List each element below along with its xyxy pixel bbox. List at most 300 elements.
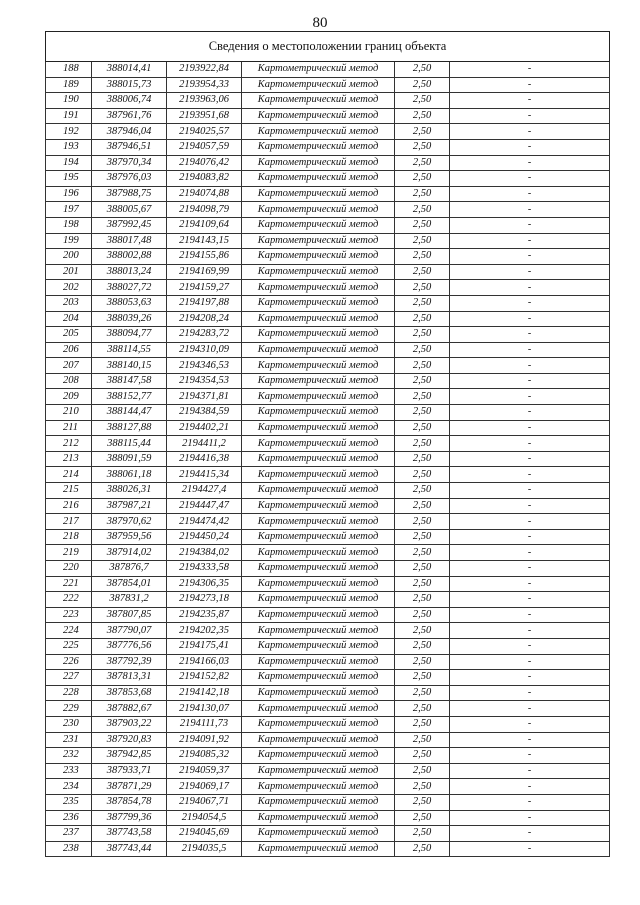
accuracy-cell: 2,50	[395, 763, 450, 779]
table-row	[46, 529, 610, 545]
point-number-cell: 209	[46, 389, 92, 405]
table-row	[46, 202, 610, 218]
accuracy-cell: 2,50	[395, 124, 450, 140]
x-coordinate-cell: 387946,04	[92, 124, 167, 140]
y-coordinate-cell: 2194354,53	[167, 373, 242, 389]
y-coordinate-cell: 2194166,03	[167, 654, 242, 670]
point-number-cell: 204	[46, 311, 92, 327]
table-body	[46, 62, 610, 857]
accuracy-cell: 2,50	[395, 810, 450, 826]
x-coordinate-cell: 387743,44	[92, 841, 167, 857]
note-cell: -	[450, 514, 610, 530]
x-coordinate-cell: 388140,15	[92, 358, 167, 374]
point-number-cell: 229	[46, 701, 92, 717]
y-coordinate-cell: 2194450,24	[167, 529, 242, 545]
x-coordinate-cell: 387976,03	[92, 171, 167, 187]
method-cell: Картометрический метод	[242, 249, 395, 265]
note-cell: -	[450, 623, 610, 639]
y-coordinate-cell: 2193963,06	[167, 93, 242, 109]
table-row	[46, 295, 610, 311]
y-coordinate-cell: 2194447,47	[167, 498, 242, 514]
x-coordinate-cell: 388039,26	[92, 311, 167, 327]
method-cell: Картометрический метод	[242, 810, 395, 826]
table-row	[46, 576, 610, 592]
table-row	[46, 420, 610, 436]
table-row	[46, 514, 610, 530]
x-coordinate-cell: 387854,01	[92, 576, 167, 592]
x-coordinate-cell: 387992,45	[92, 217, 167, 233]
table-row	[46, 93, 610, 109]
table-row	[46, 670, 610, 686]
accuracy-cell: 2,50	[395, 748, 450, 764]
note-cell: -	[450, 155, 610, 171]
method-cell: Картометрический метод	[242, 483, 395, 499]
accuracy-cell: 2,50	[395, 108, 450, 124]
table-row	[46, 467, 610, 483]
note-cell: -	[450, 249, 610, 265]
note-cell: -	[450, 779, 610, 795]
table-row	[46, 124, 610, 140]
x-coordinate-cell: 387970,34	[92, 155, 167, 171]
method-cell: Картометрический метод	[242, 826, 395, 842]
note-cell: -	[450, 311, 610, 327]
x-coordinate-cell: 388115,44	[92, 436, 167, 452]
table-row	[46, 498, 610, 514]
x-coordinate-cell: 387914,02	[92, 545, 167, 561]
x-coordinate-cell: 387903,22	[92, 716, 167, 732]
method-cell: Картометрический метод	[242, 405, 395, 421]
table-row	[46, 623, 610, 639]
accuracy-cell: 2,50	[395, 716, 450, 732]
point-number-cell: 220	[46, 561, 92, 577]
x-coordinate-cell: 388053,63	[92, 295, 167, 311]
accuracy-cell: 2,50	[395, 670, 450, 686]
method-cell: Картометрический метод	[242, 217, 395, 233]
accuracy-cell: 2,50	[395, 638, 450, 654]
point-number-cell: 205	[46, 327, 92, 343]
x-coordinate-cell: 387743,58	[92, 826, 167, 842]
point-number-cell: 234	[46, 779, 92, 795]
accuracy-cell: 2,50	[395, 373, 450, 389]
x-coordinate-cell: 388026,31	[92, 483, 167, 499]
note-cell: -	[450, 592, 610, 608]
method-cell: Картометрический метод	[242, 155, 395, 171]
note-cell: -	[450, 202, 610, 218]
table-row	[46, 654, 610, 670]
point-number-cell: 223	[46, 607, 92, 623]
method-cell: Картометрический метод	[242, 841, 395, 857]
note-cell: -	[450, 233, 610, 249]
method-cell: Картометрический метод	[242, 171, 395, 187]
table-row	[46, 794, 610, 810]
point-number-cell: 192	[46, 124, 92, 140]
method-cell: Картометрический метод	[242, 529, 395, 545]
x-coordinate-cell: 387854,78	[92, 794, 167, 810]
x-coordinate-cell: 388017,48	[92, 233, 167, 249]
method-cell: Картометрический метод	[242, 654, 395, 670]
note-cell: -	[450, 576, 610, 592]
y-coordinate-cell: 2194155,86	[167, 249, 242, 265]
x-coordinate-cell: 387961,76	[92, 108, 167, 124]
accuracy-cell: 2,50	[395, 483, 450, 499]
boundary-table-container	[45, 31, 609, 857]
table-row	[46, 607, 610, 623]
method-cell: Картометрический метод	[242, 77, 395, 93]
x-coordinate-cell: 387799,36	[92, 810, 167, 826]
method-cell: Картометрический метод	[242, 779, 395, 795]
note-cell: -	[450, 77, 610, 93]
accuracy-cell: 2,50	[395, 77, 450, 93]
x-coordinate-cell: 387933,71	[92, 763, 167, 779]
note-cell: -	[450, 483, 610, 499]
method-cell: Картометрический метод	[242, 638, 395, 654]
note-cell: -	[450, 529, 610, 545]
point-number-cell: 232	[46, 748, 92, 764]
note-cell: -	[450, 561, 610, 577]
accuracy-cell: 2,50	[395, 498, 450, 514]
method-cell: Картометрический метод	[242, 732, 395, 748]
table-row	[46, 732, 610, 748]
y-coordinate-cell: 2194069,17	[167, 779, 242, 795]
point-number-cell: 219	[46, 545, 92, 561]
table-row	[46, 327, 610, 343]
y-coordinate-cell: 2193922,84	[167, 62, 242, 78]
x-coordinate-cell: 388091,59	[92, 451, 167, 467]
note-cell: -	[450, 670, 610, 686]
boundary-coordinates-table	[45, 31, 610, 857]
accuracy-cell: 2,50	[395, 233, 450, 249]
method-cell: Картометрический метод	[242, 592, 395, 608]
table-row	[46, 779, 610, 795]
table-title: Сведения о местоположении границ объекта	[46, 32, 610, 62]
point-number-cell: 225	[46, 638, 92, 654]
point-number-cell: 197	[46, 202, 92, 218]
accuracy-cell: 2,50	[395, 545, 450, 561]
accuracy-cell: 2,50	[395, 467, 450, 483]
point-number-cell: 212	[46, 436, 92, 452]
y-coordinate-cell: 2194235,87	[167, 607, 242, 623]
accuracy-cell: 2,50	[395, 202, 450, 218]
point-number-cell: 206	[46, 342, 92, 358]
accuracy-cell: 2,50	[395, 311, 450, 327]
method-cell: Картометрический метод	[242, 280, 395, 296]
table-row	[46, 405, 610, 421]
method-cell: Картометрический метод	[242, 514, 395, 530]
method-cell: Картометрический метод	[242, 420, 395, 436]
table-row	[46, 342, 610, 358]
accuracy-cell: 2,50	[395, 561, 450, 577]
accuracy-cell: 2,50	[395, 826, 450, 842]
point-number-cell: 207	[46, 358, 92, 374]
note-cell: -	[450, 342, 610, 358]
table-row	[46, 483, 610, 499]
table-row	[46, 62, 610, 78]
point-number-cell: 200	[46, 249, 92, 265]
method-cell: Картометрический метод	[242, 701, 395, 717]
point-number-cell: 215	[46, 483, 92, 499]
note-cell: -	[450, 389, 610, 405]
y-coordinate-cell: 2194415,34	[167, 467, 242, 483]
y-coordinate-cell: 2194111,73	[167, 716, 242, 732]
note-cell: -	[450, 295, 610, 311]
note-cell: -	[450, 139, 610, 155]
accuracy-cell: 2,50	[395, 514, 450, 530]
y-coordinate-cell: 2194202,35	[167, 623, 242, 639]
method-cell: Картометрический метод	[242, 436, 395, 452]
method-cell: Картометрический метод	[242, 685, 395, 701]
note-cell: -	[450, 716, 610, 732]
note-cell: -	[450, 327, 610, 343]
x-coordinate-cell: 388152,77	[92, 389, 167, 405]
point-number-cell: 203	[46, 295, 92, 311]
y-coordinate-cell: 2194143,15	[167, 233, 242, 249]
note-cell: -	[450, 62, 610, 78]
y-coordinate-cell: 2194085,32	[167, 748, 242, 764]
accuracy-cell: 2,50	[395, 295, 450, 311]
table-row	[46, 139, 610, 155]
method-cell: Картометрический метод	[242, 794, 395, 810]
point-number-cell: 188	[46, 62, 92, 78]
note-cell: -	[450, 451, 610, 467]
table-row	[46, 748, 610, 764]
accuracy-cell: 2,50	[395, 171, 450, 187]
table-row	[46, 155, 610, 171]
point-number-cell: 198	[46, 217, 92, 233]
accuracy-cell: 2,50	[395, 358, 450, 374]
accuracy-cell: 2,50	[395, 139, 450, 155]
note-cell: -	[450, 171, 610, 187]
method-cell: Картометрический метод	[242, 202, 395, 218]
method-cell: Картометрический метод	[242, 124, 395, 140]
point-number-cell: 230	[46, 716, 92, 732]
table-row	[46, 810, 610, 826]
x-coordinate-cell: 388013,24	[92, 264, 167, 280]
note-cell: -	[450, 654, 610, 670]
method-cell: Картометрический метод	[242, 373, 395, 389]
method-cell: Картометрический метод	[242, 561, 395, 577]
point-number-cell: 236	[46, 810, 92, 826]
y-coordinate-cell: 2194283,72	[167, 327, 242, 343]
x-coordinate-cell: 387853,68	[92, 685, 167, 701]
accuracy-cell: 2,50	[395, 623, 450, 639]
x-coordinate-cell: 388114,55	[92, 342, 167, 358]
note-cell: -	[450, 826, 610, 842]
point-number-cell: 222	[46, 592, 92, 608]
y-coordinate-cell: 2194057,59	[167, 139, 242, 155]
note-cell: -	[450, 264, 610, 280]
table-title-row	[46, 32, 610, 62]
y-coordinate-cell: 2194346,53	[167, 358, 242, 374]
accuracy-cell: 2,50	[395, 249, 450, 265]
x-coordinate-cell: 388005,67	[92, 202, 167, 218]
y-coordinate-cell: 2194098,79	[167, 202, 242, 218]
point-number-cell: 216	[46, 498, 92, 514]
y-coordinate-cell: 2194130,07	[167, 701, 242, 717]
note-cell: -	[450, 748, 610, 764]
method-cell: Картометрический метод	[242, 545, 395, 561]
table-row	[46, 280, 610, 296]
x-coordinate-cell: 388006,74	[92, 93, 167, 109]
point-number-cell: 231	[46, 732, 92, 748]
accuracy-cell: 2,50	[395, 654, 450, 670]
y-coordinate-cell: 2194384,02	[167, 545, 242, 561]
method-cell: Картометрический метод	[242, 342, 395, 358]
y-coordinate-cell: 2194152,82	[167, 670, 242, 686]
accuracy-cell: 2,50	[395, 576, 450, 592]
table-row	[46, 264, 610, 280]
y-coordinate-cell: 2194208,24	[167, 311, 242, 327]
table-row	[46, 249, 610, 265]
note-cell: -	[450, 405, 610, 421]
accuracy-cell: 2,50	[395, 732, 450, 748]
x-coordinate-cell: 388027,72	[92, 280, 167, 296]
table-row	[46, 592, 610, 608]
note-cell: -	[450, 217, 610, 233]
y-coordinate-cell: 2194142,18	[167, 685, 242, 701]
point-number-cell: 238	[46, 841, 92, 857]
accuracy-cell: 2,50	[395, 841, 450, 857]
point-number-cell: 235	[46, 794, 92, 810]
table-row	[46, 716, 610, 732]
y-coordinate-cell: 2193954,33	[167, 77, 242, 93]
method-cell: Картометрический метод	[242, 716, 395, 732]
x-coordinate-cell: 387970,62	[92, 514, 167, 530]
point-number-cell: 211	[46, 420, 92, 436]
y-coordinate-cell: 2194474,42	[167, 514, 242, 530]
table-row	[46, 171, 610, 187]
x-coordinate-cell: 387876,7	[92, 561, 167, 577]
y-coordinate-cell: 2194083,82	[167, 171, 242, 187]
note-cell: -	[450, 763, 610, 779]
accuracy-cell: 2,50	[395, 794, 450, 810]
note-cell: -	[450, 124, 610, 140]
note-cell: -	[450, 794, 610, 810]
method-cell: Картометрический метод	[242, 389, 395, 405]
method-cell: Картометрический метод	[242, 498, 395, 514]
accuracy-cell: 2,50	[395, 451, 450, 467]
point-number-cell: 194	[46, 155, 92, 171]
x-coordinate-cell: 388147,58	[92, 373, 167, 389]
y-coordinate-cell: 2194067,71	[167, 794, 242, 810]
y-coordinate-cell: 2194175,41	[167, 638, 242, 654]
y-coordinate-cell: 2194109,64	[167, 217, 242, 233]
x-coordinate-cell: 387920,83	[92, 732, 167, 748]
table-row	[46, 701, 610, 717]
y-coordinate-cell: 2194045,69	[167, 826, 242, 842]
y-coordinate-cell: 2194384,59	[167, 405, 242, 421]
table-row	[46, 186, 610, 202]
note-cell: -	[450, 280, 610, 296]
y-coordinate-cell: 2194416,38	[167, 451, 242, 467]
method-cell: Картометрический метод	[242, 108, 395, 124]
x-coordinate-cell: 387987,21	[92, 498, 167, 514]
y-coordinate-cell: 2194035,5	[167, 841, 242, 857]
note-cell: -	[450, 607, 610, 623]
y-coordinate-cell: 2194091,92	[167, 732, 242, 748]
method-cell: Картометрический метод	[242, 576, 395, 592]
x-coordinate-cell: 387776,56	[92, 638, 167, 654]
point-number-cell: 227	[46, 670, 92, 686]
point-number-cell: 195	[46, 171, 92, 187]
x-coordinate-cell: 388144,47	[92, 405, 167, 421]
note-cell: -	[450, 373, 610, 389]
point-number-cell: 196	[46, 186, 92, 202]
accuracy-cell: 2,50	[395, 607, 450, 623]
point-number-cell: 214	[46, 467, 92, 483]
accuracy-cell: 2,50	[395, 93, 450, 109]
note-cell: -	[450, 186, 610, 202]
method-cell: Картометрический метод	[242, 93, 395, 109]
y-coordinate-cell: 2194169,99	[167, 264, 242, 280]
x-coordinate-cell: 387813,31	[92, 670, 167, 686]
point-number-cell: 228	[46, 685, 92, 701]
method-cell: Картометрический метод	[242, 623, 395, 639]
x-coordinate-cell: 388002,88	[92, 249, 167, 265]
method-cell: Картометрический метод	[242, 607, 395, 623]
table-row	[46, 436, 610, 452]
note-cell: -	[450, 701, 610, 717]
accuracy-cell: 2,50	[395, 389, 450, 405]
method-cell: Картометрический метод	[242, 62, 395, 78]
note-cell: -	[450, 685, 610, 701]
accuracy-cell: 2,50	[395, 701, 450, 717]
note-cell: -	[450, 420, 610, 436]
note-cell: -	[450, 358, 610, 374]
table-row	[46, 77, 610, 93]
accuracy-cell: 2,50	[395, 529, 450, 545]
point-number-cell: 224	[46, 623, 92, 639]
table-row	[46, 311, 610, 327]
x-coordinate-cell: 387882,67	[92, 701, 167, 717]
x-coordinate-cell: 388015,73	[92, 77, 167, 93]
note-cell: -	[450, 545, 610, 561]
point-number-cell: 202	[46, 280, 92, 296]
table-row	[46, 561, 610, 577]
x-coordinate-cell: 387790,07	[92, 623, 167, 639]
table-row	[46, 373, 610, 389]
x-coordinate-cell: 387988,75	[92, 186, 167, 202]
x-coordinate-cell: 387871,29	[92, 779, 167, 795]
method-cell: Картометрический метод	[242, 311, 395, 327]
point-number-cell: 221	[46, 576, 92, 592]
method-cell: Картометрический метод	[242, 451, 395, 467]
x-coordinate-cell: 388127,88	[92, 420, 167, 436]
point-number-cell: 218	[46, 529, 92, 545]
y-coordinate-cell: 2194333,58	[167, 561, 242, 577]
point-number-cell: 208	[46, 373, 92, 389]
table-row	[46, 841, 610, 857]
point-number-cell: 237	[46, 826, 92, 842]
y-coordinate-cell: 2194076,42	[167, 155, 242, 171]
table-row	[46, 685, 610, 701]
method-cell: Картометрический метод	[242, 467, 395, 483]
accuracy-cell: 2,50	[395, 264, 450, 280]
table-row	[46, 545, 610, 561]
note-cell: -	[450, 93, 610, 109]
table-row	[46, 108, 610, 124]
x-coordinate-cell: 387942,85	[92, 748, 167, 764]
y-coordinate-cell: 2194059,37	[167, 763, 242, 779]
method-cell: Картометрический метод	[242, 186, 395, 202]
note-cell: -	[450, 810, 610, 826]
accuracy-cell: 2,50	[395, 62, 450, 78]
x-coordinate-cell: 387831,2	[92, 592, 167, 608]
method-cell: Картометрический метод	[242, 139, 395, 155]
point-number-cell: 190	[46, 93, 92, 109]
note-cell: -	[450, 732, 610, 748]
method-cell: Картометрический метод	[242, 670, 395, 686]
table-row	[46, 638, 610, 654]
